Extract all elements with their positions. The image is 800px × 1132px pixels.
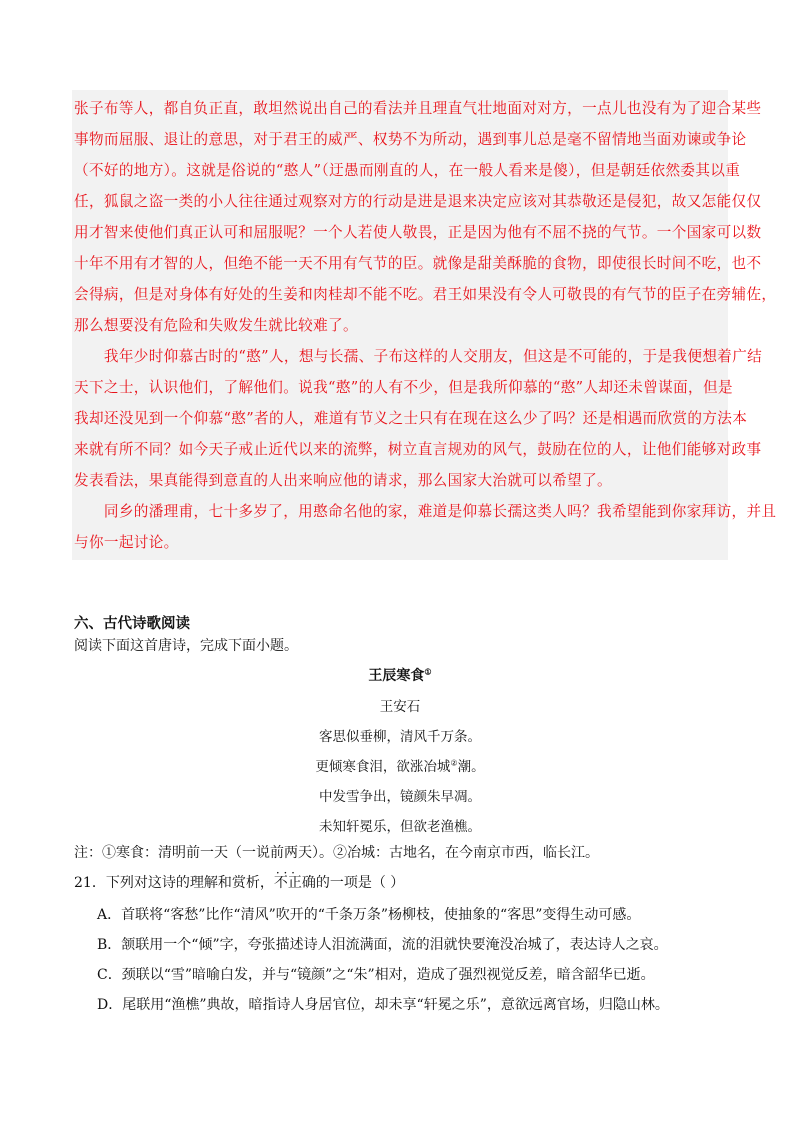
- section-instruction: 阅读下面这首唐诗，完成下面小题。: [74, 638, 298, 654]
- section-title: 六、古代诗歌阅读: [74, 616, 190, 632]
- translation-line: （不好的地方）。这就是俗说的“憨人”（迂愚而刚直的人，在一般人看来是傻），但是朝廷依然委其以重: [74, 162, 741, 179]
- poem-line-2-part-a: 更倾寒食泪，欲涨冶城: [315, 759, 451, 775]
- option-b: B．颔联用一个“倾”字，夸张描述诗人泪流满面，流的泪就快要淹没冶城了，表达诗人之哀。: [97, 937, 668, 953]
- question-stem-emphasis: · · · 不正确: [274, 875, 316, 891]
- translation-line: 事物而屈服、退让的意思，对于君王的威严、权势不为所动，遇到事儿总是毫不留情地当面劝谏或争论: [74, 131, 747, 148]
- poem-title-footnote-marker: ①: [424, 666, 432, 677]
- translation-line: 十年不用有才智的人，但绝不能一天不用有气节的臣。就像是甜美酥脆的食物，即使很长时间不吃，也不: [74, 255, 762, 272]
- poem-line-2-footnote-marker: ②: [450, 758, 458, 768]
- question-stem-suffix: 的一项是（ ）: [315, 875, 405, 891]
- translation-line: 我年少时仰慕古时的“憨”人，想与长孺、子布这样的人交朋友，但这是不可能的，于是我便想着广结: [74, 348, 763, 365]
- translation-line: 用才智来使他们真正认可和屈服呢？一个人若使人敬畏，正是因为他有不屈不挠的气节。一个国家可以数: [74, 224, 762, 241]
- translation-line: 会得病，但是对身体有好处的生姜和肉桂却不能不吃。君王如果没有令人可敬畏的有气节的臣子在旁辅佐，: [74, 286, 777, 303]
- translation-line: 发表看法，果真能得到意直的人出来响应他的请求，那么国家大治就可以希望了。: [74, 472, 612, 489]
- poem-notes: 注：①寒食：清明前一天（一说前两天）。②冶城：古地名，在今南京市西，临长江。: [74, 845, 599, 861]
- option-d: D．尾联用“渔樵”典故，暗指诗人身居官位，却未享“轩冕之乐”，意欲远离官场，归隐山林。: [97, 997, 669, 1013]
- poem-line-2: [0, 757, 800, 777]
- question-stem: [74, 873, 404, 893]
- poem-title: [0, 666, 800, 686]
- poem-title-text: 王辰寒食: [368, 668, 425, 684]
- question-stem-prefix: 21．下列对这诗的理解和赏析，: [74, 875, 274, 891]
- option-c: C．颈联以“雪”暗喻白发，并与“镜颜”之“朱”相对，造成了强烈视觉反差，暗含韶华已逝。: [97, 967, 655, 983]
- translation-line: 天下之士，认识他们，了解他们。说我“憨”的人有不少，但是我所仰慕的“憨”人却还未曾谋面，但是: [74, 379, 733, 396]
- translation-line: 同乡的潘理甫，七十多岁了，用憨命名他的家，难道是仰慕长孺这类人吗？我希望能到你家拜访，并且: [74, 503, 777, 520]
- translation-line: 任，狐鼠之盗一类的小人往往通过观察对方的行动是进是退来决定应该对其恭敬还是侵犯，故又怎能仅仅: [74, 193, 762, 210]
- translation-line: 来就有所不同？如今天子戒止近代以来的流弊，树立直言规劝的风气，鼓励在位的人，让他们能够对政事: [74, 441, 762, 458]
- poem-line-4: 未知轩冕乐，但欲老渔樵。: [319, 819, 481, 835]
- poem-author: 王安石: [379, 699, 421, 715]
- poem-line-1: 客思似垂柳，清风千万条。: [319, 729, 481, 745]
- translation-line: 我却还没见到一个仰慕“憨”者的人，难道有节义之士只有在现在这么少了吗？还是相遇而欣赏的方法本: [74, 410, 748, 427]
- translation-line: 那么想要没有危险和失败发生就比较难了。: [74, 317, 358, 334]
- poem-line-3: 中发雪争出，镜颜朱早凋。: [319, 789, 481, 805]
- translation-line: 张子布等人，都自负正直，敢坦然说出自己的看法并且理直气壮地面对对方，一点儿也没有为了迎合某些: [74, 100, 762, 117]
- translation-line: 与你一起讨论。: [74, 534, 179, 551]
- poem-line-2-part-b: 潮。: [457, 759, 485, 775]
- option-a: A．首联将“客愁”比作“清风”吹开的“千条万条”杨柳枝，使抽象的“客思”变得生动可感。: [97, 907, 641, 923]
